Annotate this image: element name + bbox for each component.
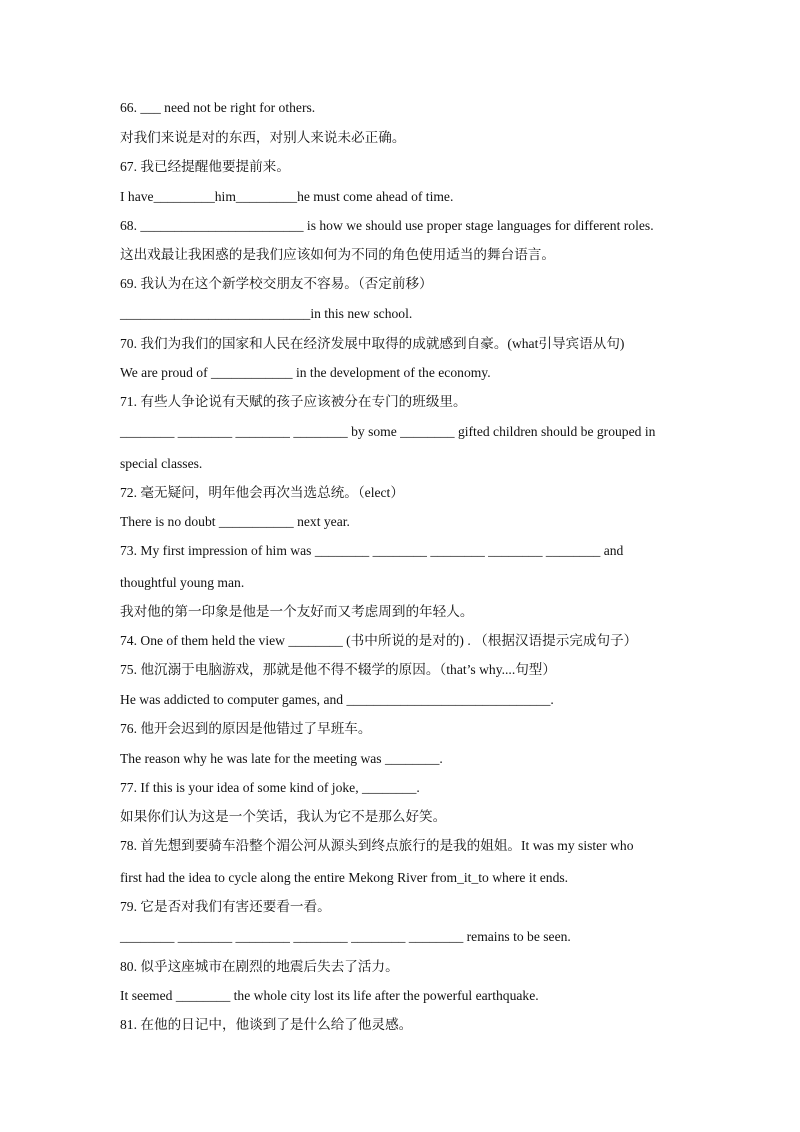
q78-prompt: 78. 首先想到要骑车沿整个湄公河从源头到终点旅行的是我的姐姐。It was my sister who [120, 838, 634, 853]
q69-answer-line: ____________________________in this new school. [120, 306, 413, 321]
q74-prompt: 74. One of them held the view ________ (书中所说的是对的) . （根据汉语提示完成句子） [120, 633, 638, 648]
q79-answer-line: ________ ________ ________ ________ ________ ________ remains to be seen. [120, 929, 571, 944]
q66-prompt: 66. ___ need not be right for others. [120, 100, 316, 115]
q68-translation: 这出戏最让我困惑的是我们应该如何为不同的角色使用适当的舞台语言。 [120, 247, 555, 262]
q70-answer-line: We are proud of ____________ in the development of the economy. [120, 365, 491, 380]
q80-answer-line: It seemed ________ the whole city lost its life after the powerful earthquake. [120, 988, 539, 1003]
q76-answer-line: The reason why he was late for the meeting was ________. [120, 751, 443, 766]
q80-prompt: 80. 似乎这座城市在剧烈的地震后失去了活力。 [120, 959, 399, 974]
q71-prompt: 71. 有些人争论说有天赋的孩子应该被分在专门的班级里。 [120, 394, 467, 409]
q71-answer-continued: special classes. [120, 456, 203, 471]
q75-prompt: 75. 他沉溺于电脑游戏，那就是他不得不辍学的原因。（that’s why....句型） [120, 662, 556, 677]
q77-prompt: 77. If this is your idea of some kind of joke, ________. [120, 780, 420, 795]
q78-prompt-continued: first had the idea to cycle along the entire Mekong River from_it_to where it ends. [120, 870, 569, 885]
q67-answer-line: I have_________him_________he must come ahead of time. [120, 189, 454, 204]
q81-prompt: 81. 在他的日记中，他谈到了是什么给了他灵感。 [120, 1017, 413, 1032]
q73-translation: 我对他的第一印象是他是一个友好而又考虑周到的年轻人。 [120, 604, 474, 619]
q77-translation: 如果你们认为这是一个笑话，我认为它不是那么好笑。 [120, 809, 447, 824]
q67-prompt: 67. 我已经提醒他要提前来。 [120, 159, 290, 174]
q79-prompt: 79. 它是否对我们有害还要看一看。 [120, 899, 331, 914]
q73-prompt: 73. My first impression of him was ________ ________ ________ ________ ________ and [120, 543, 624, 558]
q75-answer-line: He was addicted to computer games, and ______________________________. [120, 692, 554, 707]
q69-prompt: 69. 我认为在这个新学校交朋友不容易。（否定前移） [120, 276, 433, 291]
q73-prompt-continued: thoughtful young man. [120, 575, 245, 590]
q66-translation: 对我们来说是对的东西，对别人来说未必正确。 [120, 130, 406, 145]
q76-prompt: 76. 他开会迟到的原因是他错过了早班车。 [120, 721, 372, 736]
q71-answer-line: ________ ________ ________ ________ by some ________ gifted children should be grouped in [120, 424, 656, 439]
q72-answer-line: There is no doubt ___________ next year. [120, 514, 350, 529]
q68-prompt: 68. ________________________ is how we should use proper stage languages for different roles. [120, 218, 654, 233]
q70-prompt: 70. 我们为我们的国家和人民在经济发展中取得的成就感到自豪。(what引导宾语从句) [120, 336, 625, 351]
q72-prompt: 72. 毫无疑问，明年他会再次当选总统。（elect） [120, 485, 404, 500]
